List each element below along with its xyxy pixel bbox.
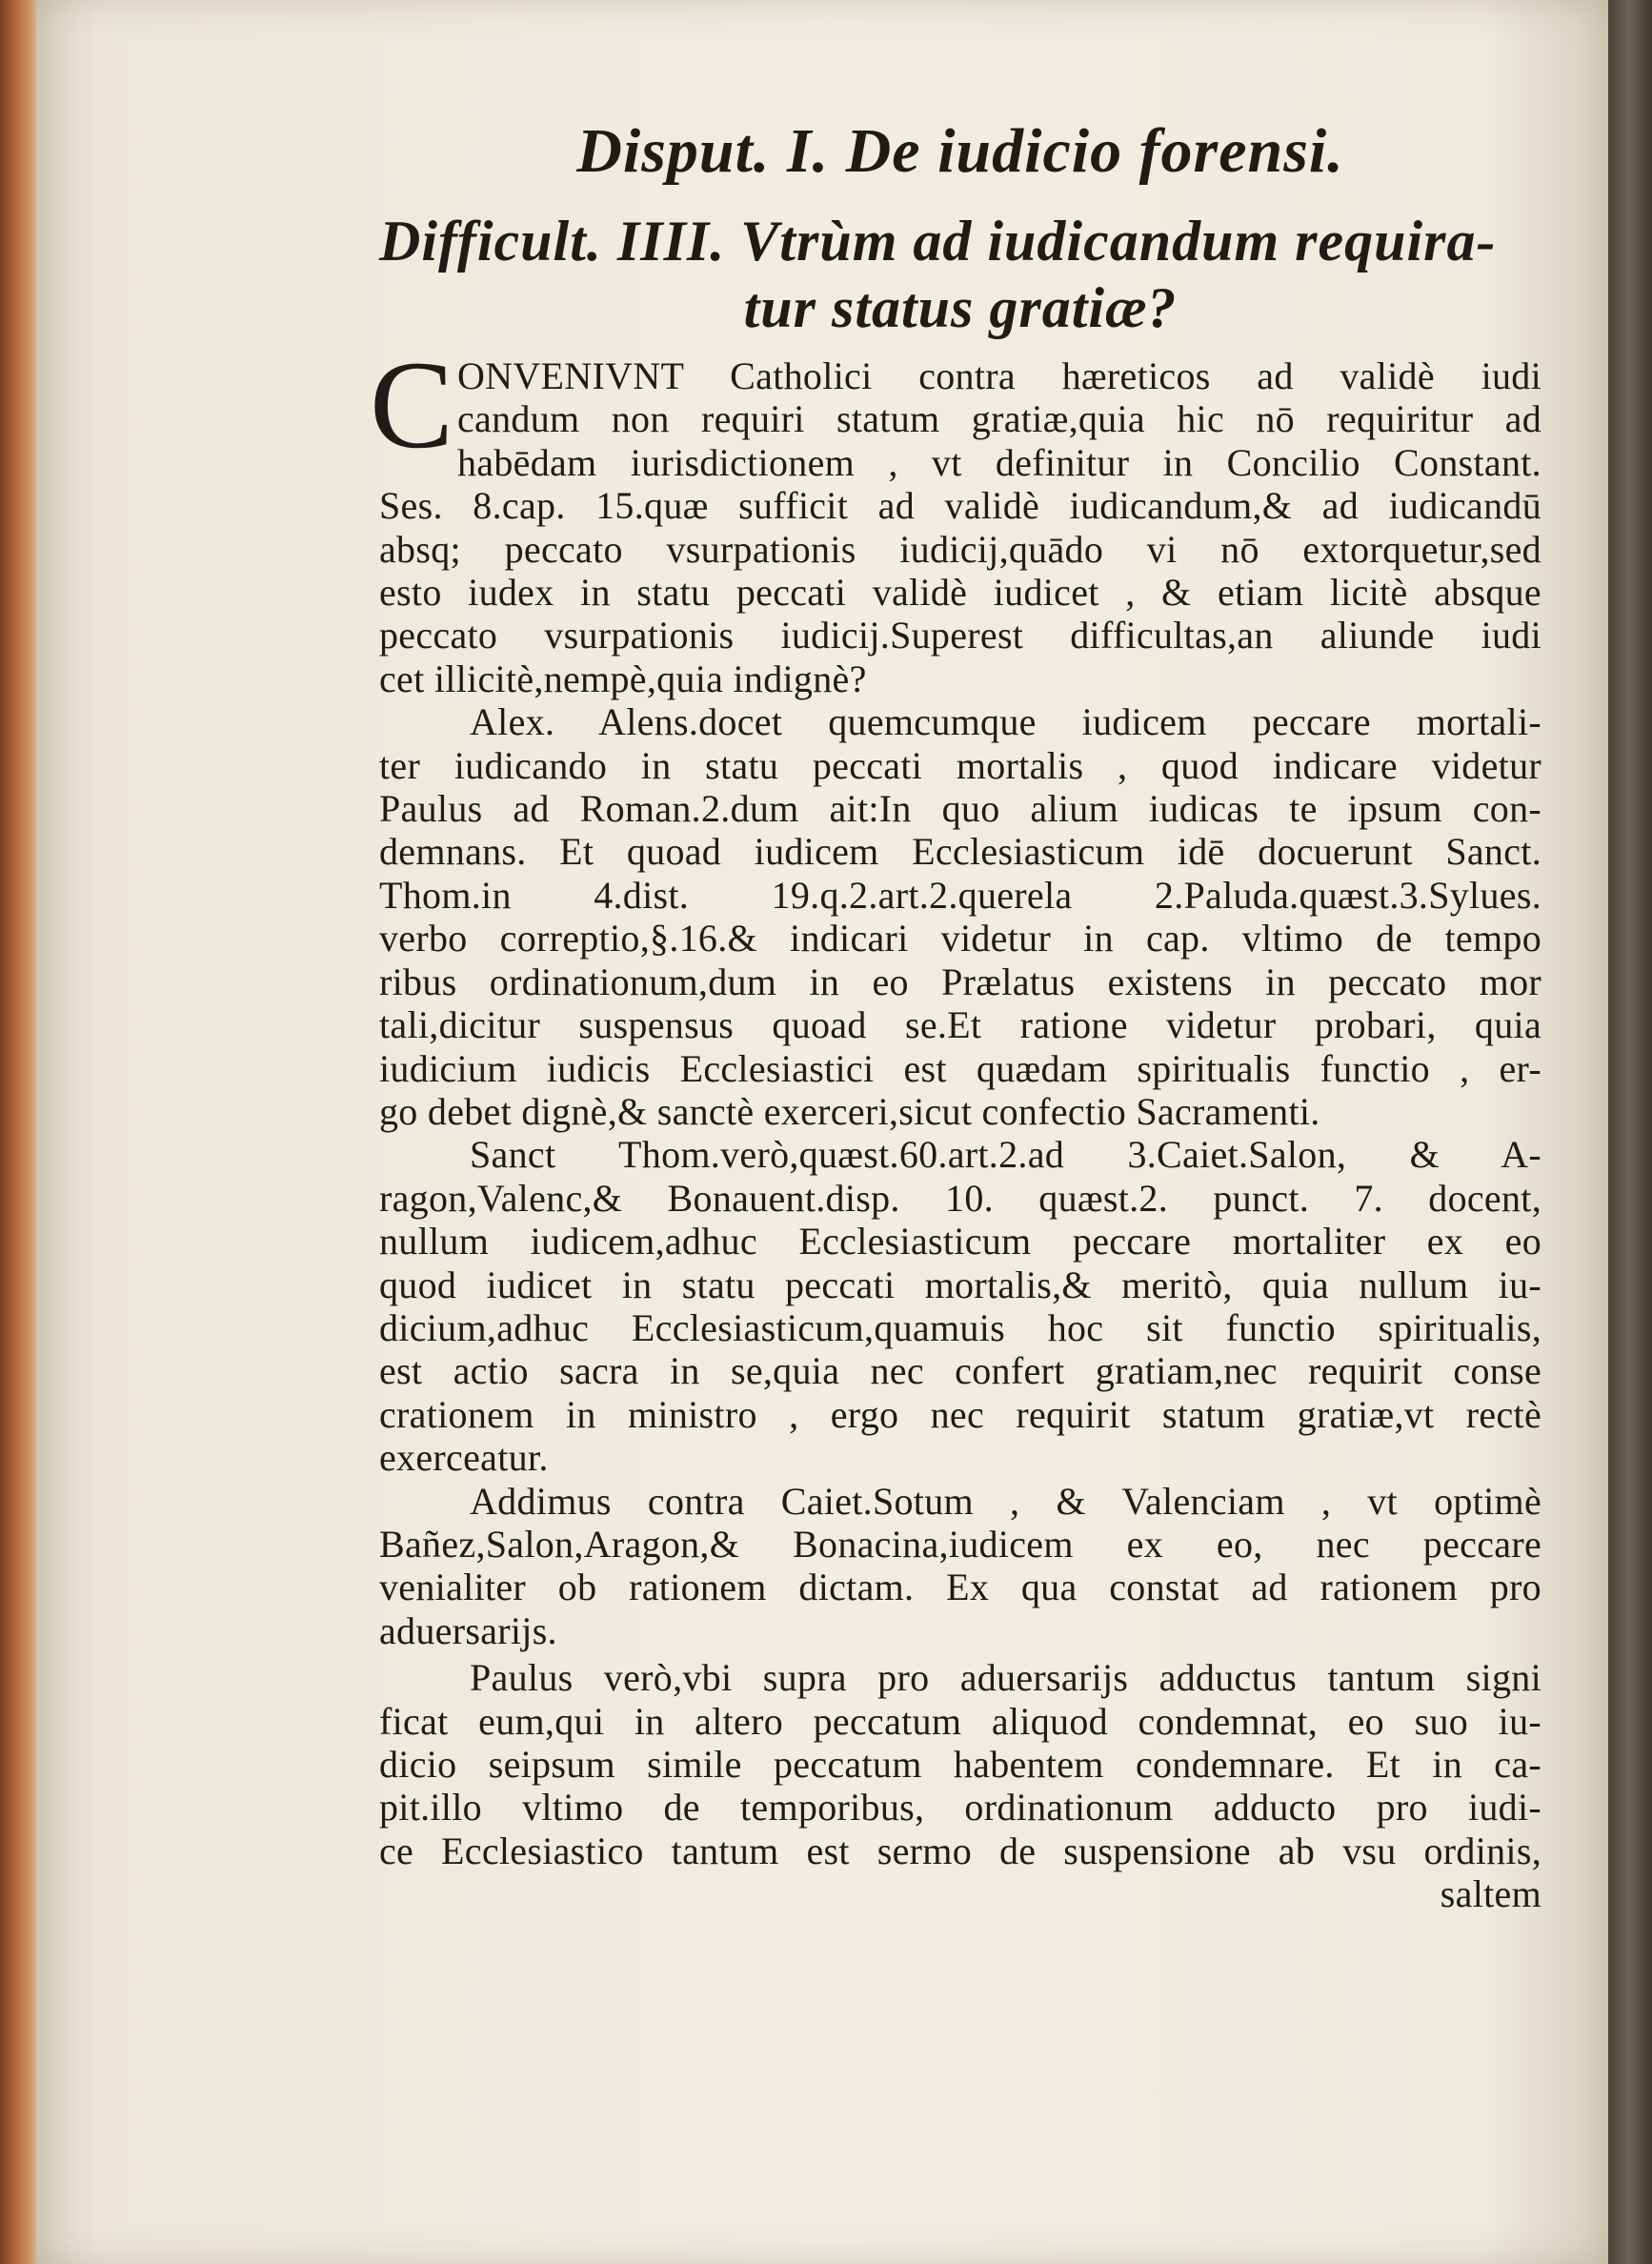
paragraph-3 xyxy=(379,1133,1541,1479)
paragraph-line: Paulus ad Roman.2.dum ait:In quo alium iudicas te ipsum con- xyxy=(379,787,1541,831)
paragraph-line: aduersarijs. xyxy=(379,1608,557,1652)
paragraph-line: Paulus verò,vbi supra pro aduersarijs adductus tantum signi xyxy=(470,1656,1541,1700)
paragraph-line: Addimus contra Caiet.Sotum , & Valenciam , vt optimè xyxy=(470,1479,1541,1523)
paragraph-4 xyxy=(379,1480,1541,1653)
book-edge-right xyxy=(1608,0,1652,2264)
paragraph-line: habēdam iurisdictionem , vt definitur in Concilio Constant. xyxy=(457,440,1541,484)
paragraph-line: ribus ordinationum,dum in eo Prælatus existens in peccato mor xyxy=(379,960,1541,1003)
paragraph-line: cet illicitè,nempè,quia indignè? xyxy=(379,657,867,700)
paragraph-line: dicium,adhuc Ecclesiasticum,quamuis hoc sit functio spiritualis, xyxy=(379,1305,1541,1349)
paragraph-line: pit.illo vltimo de temporibus, ordinationum adducto pro iudi- xyxy=(379,1786,1541,1829)
difficulty-title-line-2: tur status gratiæ? xyxy=(743,276,1178,339)
paragraph-line: nullum iudicem,adhuc Ecclesiasticum peccare mortaliter ex eo xyxy=(379,1220,1541,1263)
book-edge-left xyxy=(0,0,38,2264)
drop-cap: C xyxy=(370,334,454,475)
paragraph-line: Bañez,Salon,Aragon,& Bonacina,iudicem ex eo, nec peccare xyxy=(379,1522,1541,1566)
paragraph-line: verbo correptio,§.16.& indicari videtur in cap. vltimo de tempo xyxy=(379,917,1541,960)
running-head: Disput. I. De iudicio forensi. xyxy=(576,116,1344,186)
paragraph-line: esto iudex in statu peccati validè iudicet , & etiam licitè absque xyxy=(379,571,1541,615)
paragraph-line: Alex. Alens.docet quemcumque iudicem peccare mortali- xyxy=(470,700,1541,744)
paragraph-line: demnans. Et quoad iudicem Ecclesiasticum idē docuerunt Sanct. xyxy=(379,830,1541,874)
paragraph-line: venialiter ob rationem dictam. Ex qua constat ad rationem pro xyxy=(379,1566,1541,1609)
paragraph-5 xyxy=(379,1656,1541,1915)
paragraph-2 xyxy=(379,700,1541,1133)
paragraph-line: go debet dignè,& sanctè exerceri,sicut confectio Sacramenti. xyxy=(379,1089,1320,1133)
paragraph-line: Ses. 8.cap. 15.quæ sufficit ad validè iudicandum,& ad iudicandū xyxy=(379,484,1541,528)
paragraph-line: crationem in ministro , ergo nec requirit statum gratiæ,vt rectè xyxy=(379,1392,1541,1436)
difficulty-title xyxy=(379,208,1541,341)
paragraph-1 xyxy=(370,334,1541,700)
text-block xyxy=(370,112,1541,1916)
paragraph-line: ficat eum,qui in altero peccatum aliquod condemnat, eo suo iu- xyxy=(379,1699,1541,1743)
difficulty-title-line-1: Difficult. IIII. Vtrùm ad iudicandum requira- xyxy=(379,210,1497,273)
paragraph-line: ce Ecclesiastico tantum est sermo de suspensione ab vsu ordinis, xyxy=(379,1829,1541,1872)
paragraph-line: dicio seipsum simile peccatum habentem condemnare. Et in ca- xyxy=(379,1743,1541,1786)
catchword: saltem xyxy=(1440,1872,1541,1916)
paragraph-line: Thom.in 4.dist. 19.q.2.art.2.querela 2.Paluda.quæst.3.Sylues. xyxy=(379,873,1541,917)
paragraph-line: candum non requiri statum gratiæ,quia hic nō requiritur ad xyxy=(457,397,1541,441)
paragraph-line: Sanct Thom.verò,quæst.60.art.2.ad 3.Caiet.Salon, & A- xyxy=(470,1133,1541,1177)
paragraph-line: iudicium iudicis Ecclesiastici est quædam spiritualis functio , er- xyxy=(379,1046,1541,1090)
paragraph-line: exerceatur. xyxy=(379,1436,549,1480)
paragraph-line: ragon,Valenc,& Bonauent.disp. 10. quæst.2. punct. 7. docent, xyxy=(379,1176,1541,1220)
paragraph-line: quod iudicet in statu peccati mortalis,& meritò, quia nullum iu- xyxy=(379,1263,1541,1306)
paragraph-line: peccato vsurpationis iudicij.Superest difficultas,an aliunde iudi xyxy=(379,614,1541,657)
paragraph-line: tali,dicitur suspensus quoad se.Et ratione videtur probari, quia xyxy=(379,1003,1541,1047)
paragraph-line: absq; peccato vsurpationis iudicij,quādo vi nō extorquetur,sed xyxy=(379,527,1541,571)
paragraph-line: ter iudicando in statu peccati mortalis , quod indicare videtur xyxy=(379,743,1541,787)
paragraph-line: ONVENIVNT Catholici contra hæreticos ad validè iudi xyxy=(457,354,1541,397)
paragraph-line: est actio sacra in se,quia nec confert gratiam,nec requirit conse xyxy=(379,1349,1541,1393)
book-page xyxy=(36,0,1610,2264)
